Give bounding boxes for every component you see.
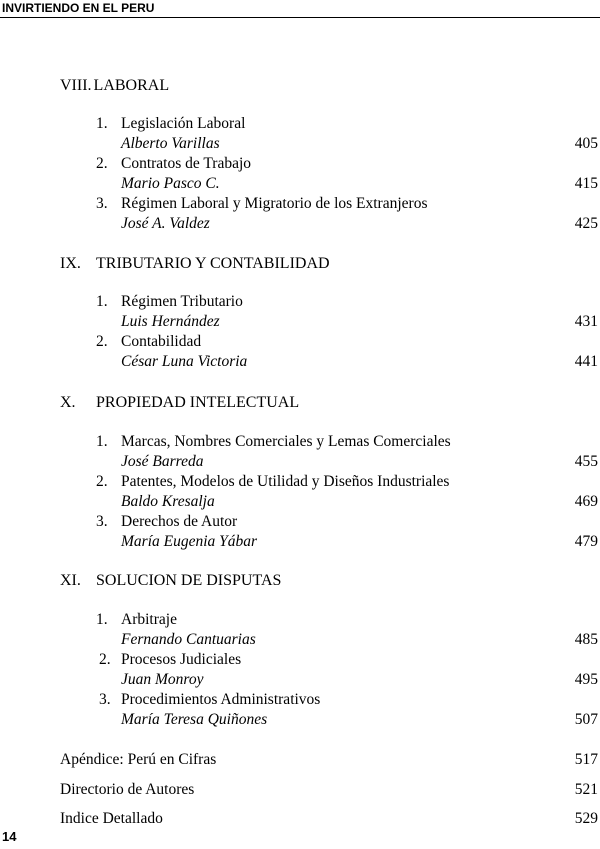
page-number: 441 [574,353,598,370]
page-number: 415 [574,175,598,192]
entry-author: Luis Hernández [121,313,220,330]
entry-number: 1. [96,293,108,310]
entry-title: 1. Régimen Tributario [96,293,243,310]
section-number: IX. [60,255,81,272]
section-heading [60,76,169,96]
entry-author: Mario Pasco C. [121,175,220,192]
entry-title: 3. Procedimientos Administrativos [99,691,321,708]
section-heading [60,393,299,413]
section-heading [60,254,330,274]
entry-number: 2. [96,155,108,172]
entry-author: Alberto Varillas [121,135,220,152]
entry-number: 2. [99,651,111,668]
back-matter-title: Directorio de Autores [60,781,195,798]
entry-title: 3. Régimen Laboral y Migratorio de los Extranjeros [96,195,428,212]
section-number: X. [60,394,76,411]
entry-title: 2. Procesos Judiciales [99,651,242,668]
entry-title: 3. Derechos de Autor [96,513,238,530]
entry-number: 1. [96,115,108,132]
entry-title: 2. Contratos de Trabajo [96,155,252,172]
section-title: LABORAL [93,77,170,94]
page-number: 517 [574,751,598,768]
back-matter-title: Indice Detallado [60,810,163,827]
page-number: 405 [574,135,598,152]
entry-author: José Barreda [121,453,204,470]
entry-author: Baldo Kresalja [121,493,215,510]
entry-author: María Teresa Quiñones [121,711,268,728]
folio: 14 [2,829,17,844]
entry-author: Fernando Cantuarias [121,631,256,648]
page-number: 495 [574,671,598,688]
running-head: INVIRTIENDO EN EL PERU [0,0,600,18]
page-number: 455 [574,453,598,470]
entry-author: María Eugenia Yábar [121,533,258,550]
entry-number: 2. [96,333,108,350]
entry-author: César Luna Victoria [121,353,248,370]
page-number: 485 [574,631,598,648]
page-number: 529 [574,810,598,827]
page-number: 469 [574,493,598,510]
entry-number: 2. [96,473,108,490]
entry-number: 3. [96,195,108,212]
page-number: 431 [574,313,598,330]
back-matter-title: Apéndice: Perú en Cifras [60,751,217,768]
entry-number: 3. [96,513,108,530]
entry-number: 3. [99,691,111,708]
entry-title: 2. Contabilidad [96,333,202,350]
entry-title: 2. Patentes, Modelos de Utilidad y Diseños Industriales [96,473,450,490]
entry-title: 1. Marcas, Nombres Comerciales y Lemas Comerciales [96,433,451,450]
section-title: SOLUCION DE DISPUTAS [96,572,282,589]
entry-title: 1. Legislación Laboral [96,115,246,132]
entry-author: José A. Valdez [121,215,210,232]
section-heading [60,571,281,591]
entry-number: 1. [96,433,108,450]
section-title: TRIBUTARIO Y CONTABILIDAD [96,255,330,272]
section-number: XI. [60,572,81,589]
section-number: VIII. [60,77,92,94]
page-number: 507 [574,711,598,728]
entry-title: 1. Arbitraje [96,611,177,628]
entry-author: Juan Monroy [121,671,204,688]
page-number: 521 [574,781,598,798]
section-title: PROPIEDAD INTELECTUAL [96,394,300,411]
entry-number: 1. [96,611,108,628]
page-number: 425 [574,215,598,232]
page-number: 479 [574,533,598,550]
